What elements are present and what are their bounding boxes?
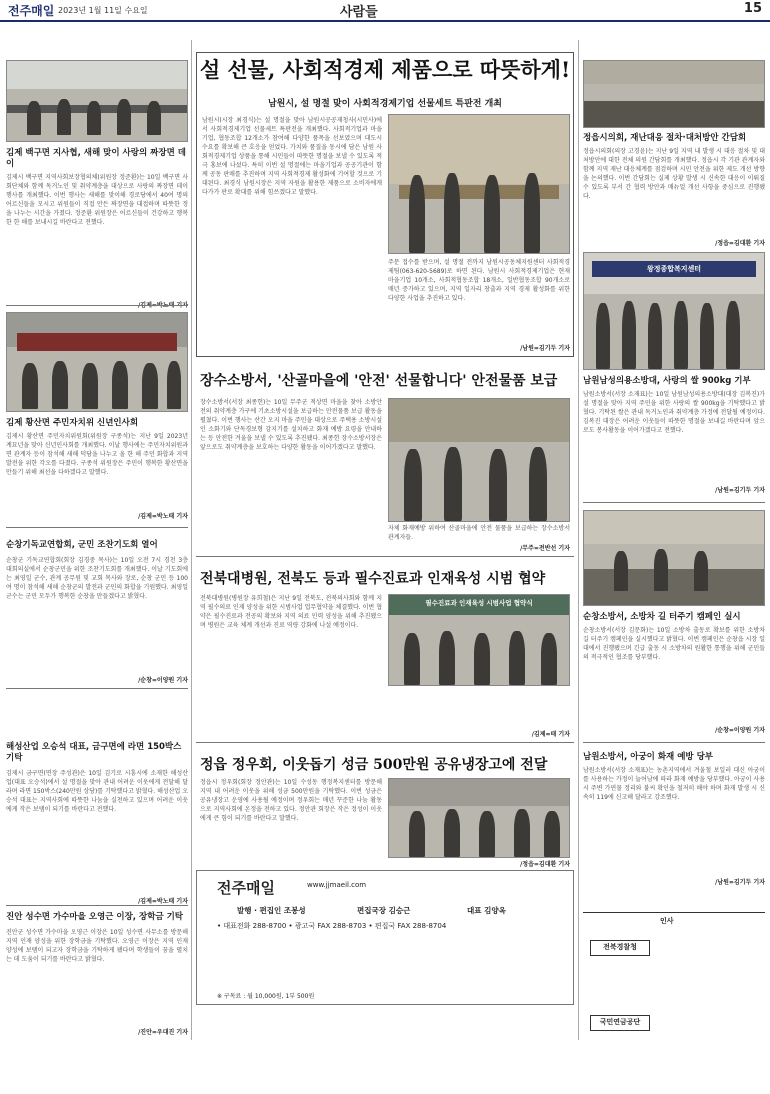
footer-ceo: 대표 김양옥 [467, 906, 506, 915]
divider [6, 305, 188, 306]
column-divider [578, 40, 579, 1040]
article-title: 순창소방서, 소방차 길 터주기 캠페인 실시 [583, 612, 741, 622]
footer-publisher: 발행 · 편집인 조봉성 [237, 906, 306, 915]
article-title: 김제 황산면 주민자치위 신년인사회 [6, 418, 139, 428]
article-body: 김제시 금구면(면장 주성관)은 10일 김기로 시흥시에 소재한 해성산업(대표 오승석)에서 설 명절을 맞아 관내 어려운 이웃에게 전달해 달라며 라면 150박스(240만원 상당)를 기탁했다고 밝혔다. 해성산업 오승석 대표는 지역사회에 따뜻한 나눔을 실천하고 있으며 어려운 이웃에게 작은 보탬이 되기를 바란다고 전했다. [6, 770, 188, 813]
photo-rice-donation [583, 252, 765, 370]
divider [196, 742, 574, 743]
article-body: 순창군 기독교연합회(회장 김경중 목사)는 10일 오전 7시 경천 3층 대회의실에서 순창군민을 위한 조찬기도회를 개최했다. 이날 기도회에는 최영일 군수, 관계 공무원 및 교회 목사와 장로, 순창 군민 등 100여 명이 참석해 새해 순창군의 발전과 군민의 화합을 기원했다. 최영일 군수는 군민 모두가 행복한 순창을 만들겠다고 밝혔다. [6, 557, 188, 600]
footer-url: www.jjmaeil.com [307, 881, 367, 889]
article-hwangsan [6, 418, 188, 521]
lead-byline: /남원=김기두 기자 [520, 345, 570, 352]
footer-phones: • 대표전화 288-8700 • 광고국 FAX 288-8703 • 편집국 FAX 288-8704 [217, 922, 447, 930]
masthead [0, 0, 770, 22]
article-byline: /정읍=김대환 기자 [715, 240, 765, 247]
divider [583, 912, 765, 913]
article-byline: /순창=이양원 기자 [715, 727, 765, 734]
jeongwoo-title: 정읍 정우회, 이웃돕기 성금 500만원 공유냉장고에 전달 [200, 757, 548, 773]
article-jinan [6, 912, 188, 1037]
photo-hospital-agreement [388, 594, 570, 686]
divider [583, 502, 765, 503]
article-body: 남원소방서(서장 소재표)는 10일 남원남성의용소방대(대장 김복진)가 설 명절을 맞아 지역 주민을 위한 사랑의 쌀 900kg을 기탁했다고 밝혔다. 기탁된 쌀은 관내 독거노인과 취약계층 가정에 전달될 예정이다. 김복진 대장은 어려운 이웃들이 따뜻한 명절을 보내길 바란다며 앞으로도 봉사활동을 이어가겠다고 전했다. [583, 391, 765, 434]
photo-jangsu-visit [388, 398, 570, 522]
article-body: 순창소방서(서장 김문화)는 10일 소방차 출동로 확보를 위한 소방차 길 터주기 캠페인을 실시했다고 밝혔다. 이번 캠페인은 순창읍 시장 일대에서 진행됐으며 긴급 출동 시 소방차의 원활한 통행을 위해 군민들의 적극적인 협조를 당부했다. [583, 627, 765, 661]
article-byline: /순창=이양원 기자 [138, 677, 188, 684]
section-title: 사람들 [340, 5, 378, 20]
footer-notice: ※ 구독료 : 월 10,000원, 1부 500원 [217, 993, 315, 1000]
article-title: 순창기독교연합회, 군민 조찬기도회 열어 [6, 540, 158, 550]
hospital-byline: /김제=태 기자 [531, 731, 570, 738]
article-haesung [6, 742, 188, 906]
footer-editor: 편집국장 김승근 [357, 906, 411, 915]
article-body: 진안군 성수면 가수마을 오영근 이장은 10일 성수면 사무소를 방문해 지역 인재 양성을 위한 장학금을 기탁했다. 오영근 이장은 지역 인재 양성에 보탬이 되고자 장학금을 기탁하게 됐다며 학생들이 꿈을 펼치는 데 도움이 되기를 바란다고 밝혔다. [6, 929, 188, 963]
jangsu-title: 장수소방서, '산골마을에 '안전' 선물합니다' 안전물품 보급 [200, 373, 558, 389]
article-body: 정읍시의회(의장 고경윤)는 지난 9일 지역 내 발생 시 대응 절차 및 대처방안에 대한 전체 의원 간담회를 개최했다. 정읍시 각 기관 관계자와 함께 지역 재난 대응체계를 점검하며 시민 안전을 위한 제도 개선 방향을 논의했다. 이번 간담회는 실제 상황 발생 시 신속한 대응이 이뤄질 수 있도록 부서 간 협력 방안과 매뉴얼 개선 사항을 중심으로 진행됐다. [583, 148, 765, 200]
article-byline: /김제=박노태 기자 [138, 513, 188, 520]
jangsu-byline: /무주=전반선 기자 [520, 545, 570, 552]
article-byline: /김제=박노태 기자 [138, 898, 188, 905]
article-sunchang-prayer [6, 540, 188, 685]
center-signboard: 왕정종합복지센터 [646, 265, 702, 273]
police-ad-box: 전북경찰청 [590, 940, 650, 956]
article-byline: /진안=우대진 기자 [138, 1029, 188, 1036]
newspaper-brand: 전주매일 [8, 4, 55, 18]
jangsu-body: 장수소방서(서장 최종헌)는 10일 무주군 적상면 마을을 찾아 소방안전의 취약계층 가구에 기초소방시설을 보급하는 안전물품 보급 활동을 펼쳤다. 이번 행사는 산간 오지 마을 주민을 대상으로 주택용 소방시설인 소화기와 단독경보형 감지기를 설치하고 화재 예방 요령을 안내하는 등 안전한 겨울을 보낼 수 있도록 추진됐다. 최종헌 장수소방서장은 앞으로도 취약계층을 보호하는 다양한 활동을 이어가겠다고 말했다. [200, 399, 382, 451]
article-title: 해성산업 오승석 대표, 금구면에 라면 150박스 기탁 [6, 742, 182, 763]
lead-body-right: 주문 접수를 받으며, 설 명절 전까지 남원시공동체지원센터 사회적경제팀(063-620-5689)로 하면 된다. 남원시 사회적경제기업은 현재 마을기업 10개소, 사회적협동조합 18개소, 일반협동조합 90개소로 매년 증가하고 있으며, 지역 일자리 창출과 지역 경제 활성화를 위한 다양한 사업을 추진하고 있다. [388, 259, 570, 302]
jangsu-caption: 자체 화재예방 위하여 산골마을에 안전 물품을 보급하는 장수소방서 관계자들. [388, 525, 570, 541]
photo-gift-set-fair [388, 114, 570, 254]
article-namwon-fire [583, 752, 765, 887]
article-body: 김제시 황산면 주민자치위원회(위원장 구종석)는 지난 9일 2023년 계묘년을 맞아 신년인사회를 개최했다. 이날 행사에는 주민자치위원과 면 관계자 등이 참석해 새해 덕담을 나누고 올 한 해 주민 화합과 지역 발전을 위한 각오를 다졌다. 구종석 위원장은 주민이 행복한 황산면을 만들기 위해 최선을 다하겠다고 말했다. [6, 433, 188, 476]
article-body: 남원소방서(서장 소재표)는 농촌지역에서 겨울철 보일러 대신 아궁이를 사용하는 가정이 늘어남에 따라 화재 예방을 당부했다. 아궁이 사용 시 주변 가연물 정리와 불씨 확인을 철저히 해야 하며 화재 발생 시 신속히 119에 신고해 달라고 강조했다. [583, 767, 765, 801]
column-divider [191, 40, 192, 1040]
article-baekgu [6, 148, 188, 310]
photo-jajang-event [6, 60, 188, 142]
photo-firetruck-campaign [583, 510, 765, 606]
article-title: 남원남성의용소방대, 사랑의 쌀 900kg 기부 [583, 376, 751, 386]
pension-ad-box: 국민연금공단 [590, 1015, 650, 1031]
publisher-box [196, 870, 574, 1005]
article-sunchang-fire [583, 612, 765, 735]
article-byline: /남원=김기두 기자 [715, 487, 765, 494]
hospital-banner: 필수진료과 인재육성 시범사업 협약식 [425, 599, 533, 607]
article-jeongeup-council [583, 133, 765, 248]
lead-subhead: 남원시, 설 명절 맞이 사회적경제기업 선물세트 특판전 개최 [267, 99, 502, 109]
lead-body-left: 남원시(시장 최경식)는 설 명절을 맞아 남원시공공재청사(시민사)에서 사회적경제기업 선물세트 특판전을 개최했다. 사회적기업과 마을기업, 협동조합 12개소가 참여해 다양한 품목을 선보였으며 대도시 수요를 확보해 큰 호응을 얻었다. 가치와 품질을 동시에 담은 남원 사회적경제기업 상품을 통해 시민들이 따뜻한 명절을 보낼 수 있도록 적극 홍보에 나섰다. 특히 이번 설 명절에는 마을기업과 공공기관이 함께 공동 판매를 추진하며 지역 사회적경제 활성화에 기여할 것으로 기대된다. 최경식 남원시장은 지역 자원을 활용한 제품으로 소비자에게 다가가 판로 확대를 위해 힘쓰겠다고 말했다. [202, 117, 382, 196]
divider [196, 556, 574, 557]
article-title: 정읍시의회, 재난대응 절차·대처방안 간담회 [583, 133, 747, 143]
page-number: 15 [743, 1, 762, 16]
greeting-label: 인사 [660, 917, 674, 925]
jeongwoo-byline: /정읍=김대환 기자 [520, 861, 570, 868]
divider [6, 527, 188, 528]
photo-jeongwoo-donation [388, 778, 570, 858]
footer-brand: 전주매일 [217, 879, 275, 897]
hospital-body: 전북대병원(병원장 유희철)은 지난 9일 전북도, 전북의사회와 함께 지역 필수의료 인재 양성을 위한 시범사업 업무협약을 체결했다. 이번 협약은 필수진료과 전공의 확보와 지역 의료 인력 양성을 위해 추진됐으며 병원은 교육 체계 개선과 진료 역량 강화에 나설 예정이다. [200, 595, 382, 629]
jeongwoo-body: 정읍시 정우회(회장 정안관)는 10일 수성동 행정복지센터를 방문해 지역 내 어려운 이웃을 위해 성금 500만원을 기탁했다. 이번 성금은 공유냉장고 운영에 사용될 예정이며 정우회는 매년 꾸준한 나눔 활동으로 지역사회에 온정을 전하고 있다. 정안관 회장은 작은 정성이 이웃에게 큰 힘이 되기를 바란다고 말했다. [200, 779, 382, 822]
article-byline: /남원=김기두 기자 [715, 879, 765, 886]
lead-headline: 설 선물, 사회적경제 제품으로 따뜻하게! [199, 57, 571, 82]
article-body: 김제시 백구면 지역사회보장협의체(위원장 정준환)는 10일 백구면 사회단체와 함께 독거노인 및 취약계층을 대상으로 사랑의 짜장면 데이 행사를 개최했다. 이번 행사는 새해를 맞이해 경로당에서 40여 명의 어르신들을 모시고 위원들이 직접 만든 짜장면을 대접하며 따뜻한 정을 나누는 시간을 가졌다. 정준환 위원장은 어르신들이 건강하고 행복한 한 해를 보내시길 바란다고 전했다. [6, 174, 188, 226]
article-title: 진안 성수면 가수마을 오영근 이장, 장학금 기탁 [6, 912, 183, 922]
article-title: 남원소방서, 아궁이 화재 예방 당부 [583, 752, 714, 762]
photo-jeongeup-council [583, 60, 765, 128]
divider [583, 742, 765, 743]
issue-date: 2023년 1월 11일 수요일 [58, 6, 148, 15]
article-title: 김제 백구면 지사협, 새해 맞이 사랑의 짜장면 데이 [6, 148, 186, 169]
divider [6, 905, 188, 906]
divider [6, 688, 188, 689]
photo-hwangsan-meeting [6, 312, 188, 412]
hospital-title: 전북대병원, 전북도 등과 필수진료과 인재육성 시범 협약 [200, 571, 546, 587]
article-namwon-rice [583, 376, 765, 495]
